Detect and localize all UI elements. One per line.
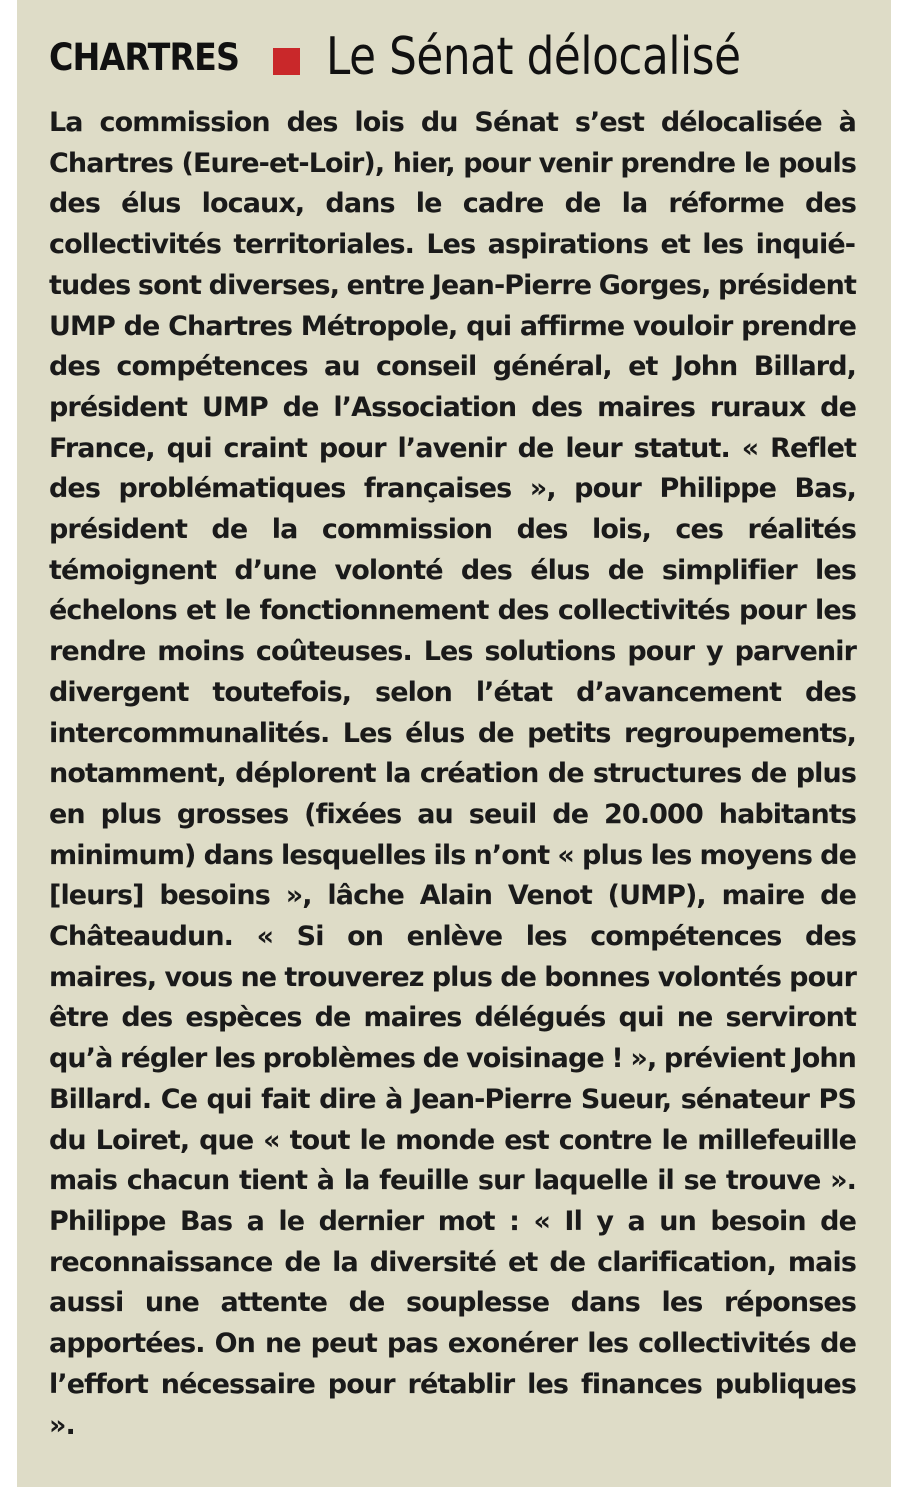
red-square-icon [273,48,300,75]
headline [49,22,820,92]
article-body: La commission des lois du Sénat s’est délocalisée à Chartres (Eure-et-Loir), hier, pour venir prendre le pouls des élus locaux, dans le cadre de la réforme des collectivités territoriales. Les aspirations et les inquiétudes sont diverses, entre Jean-Pierre Gorges, président UMP de Chartres Métropole, qui affirme vouloir prendre des compétences au conseil général, et John Billard, président UMP de l’Association des maires ruraux de France, qui craint pour l’avenir de leur statut. « Reflet des problématiques françaises », pour Philippe Bas, président de la commission des lois, ces réalités témoignent d’une volonté des élus de simplifier les échelons et le fonctionnement des collectivités pour les rendre moins coûteuses. Les solutions pour y parvenir divergent toutefois, selon l’état d’avancement des intercommunalités. Les élus de petits regroupements, notamment, déplorent la création de structures de plus en plus grosses (fixées au seuil de 20.000 habitants minimum) dans lesquelles ils n’ont « plus les moyens de [leurs] besoins », lâche Alain Venot (UMP), maire de Châteaudun. « Si on enlève les compétences des maires, vous ne trouverez plus de bonnes volontés pour être des espèces de maires délégués qui ne serviront qu’à régler les problèmes de voisinage ! », prévient John Billard. Ce qui fait dire à Jean-Pierre Sueur, sénateur PS du Loiret, que « tout le monde est contre le millefeuille mais chacun tient à la feuille sur laquelle il se trouve ». Philippe Bas a le dernier mot : « Il y a un besoin de reconnaissance de la diversité et de clarification, mais aussi une attente de souplesse dans les réponses apportées. On ne peut pas exonérer les collectivités de l’effort nécessaire pour rétablir les finances publiques ». [49,107,856,1441]
article-title: Le Sénat délocalisé [326,27,741,87]
page-margin [891,0,919,1496]
kicker-label: CHARTRES [49,35,240,79]
